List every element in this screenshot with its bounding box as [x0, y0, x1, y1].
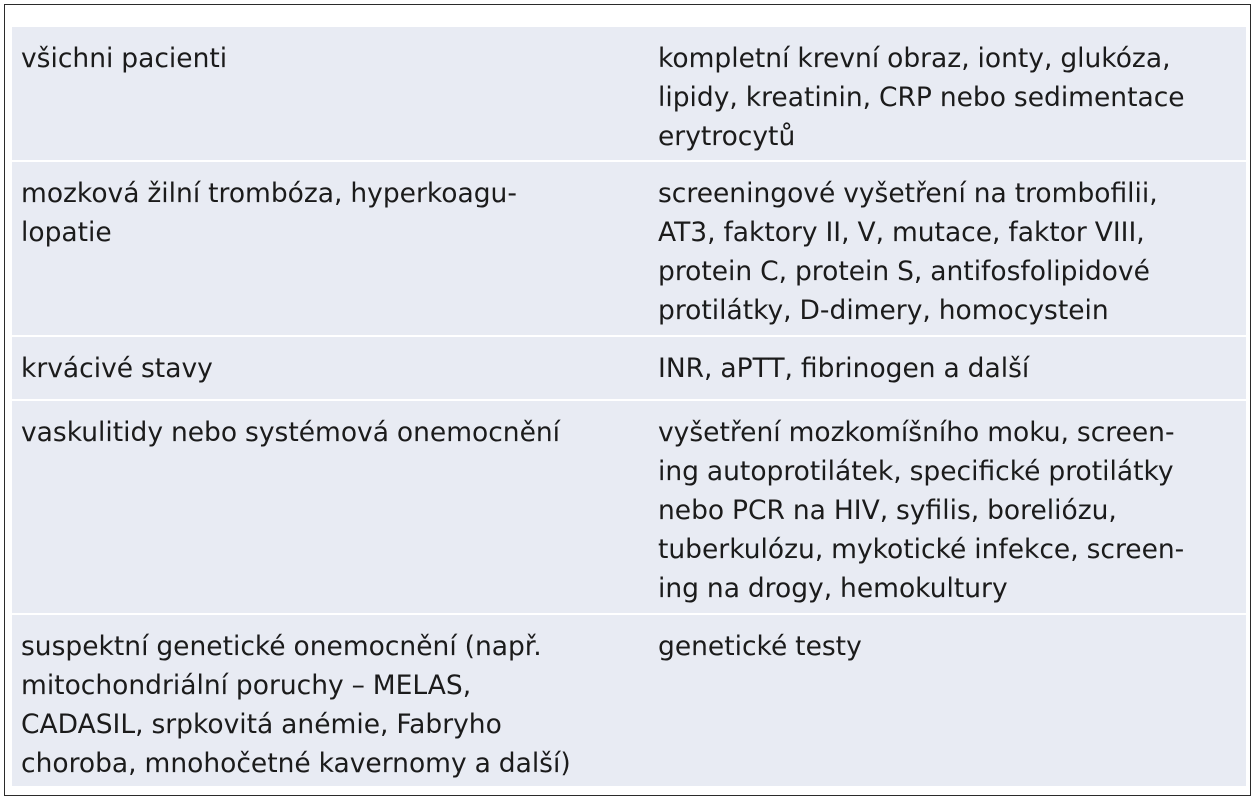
tests-cell: INR, aPTT, fibrinogen a další — [649, 335, 1246, 399]
condition-cell: vaskulitidy nebo systémová onemocnění — [12, 399, 649, 613]
table-frame — [4, 4, 1251, 796]
condition-cell: suspektní genetické onemocnění (např. mitochondriální poruchy – MELAS, CADASIL, srpkovitá anémie, Fabryho choroba, mnohočetné kavernomy a další) — [12, 613, 649, 786]
table-row — [12, 160, 1246, 335]
tests-cell: vyšetření mozkomíšního moku, screen- ing autoprotilátek, specifické protilátky nebo PCR na HIV, syfilis, boreliózu, tuberkulózu, mykotické infekce, screen- ing na drogy, hemokultury — [649, 399, 1246, 613]
condition-cell: krvácivé stavy — [12, 335, 649, 399]
tests-cell: kompletní krevní obraz, ionty, glukóza, lipidy, kreatinin, CRP nebo sedimentace erytrocytů — [649, 27, 1246, 160]
diagnostics-table — [12, 27, 1246, 786]
table-row — [12, 613, 1246, 786]
condition-cell: všichni pacienti — [12, 27, 649, 160]
condition-cell: mozková žilní trombóza, hyperkoagu- lopatie — [12, 160, 649, 335]
tests-cell: screeningové vyšetření na trombofilii, AT3, faktory II, V, mutace, faktor VIII, protein C, protein S, antifosfolipidové protilátky, D-dimery, homocystein — [649, 160, 1246, 335]
tests-cell: genetické testy — [649, 613, 1246, 786]
table-row — [12, 335, 1246, 399]
table-row — [12, 399, 1246, 613]
table-row — [12, 27, 1246, 160]
